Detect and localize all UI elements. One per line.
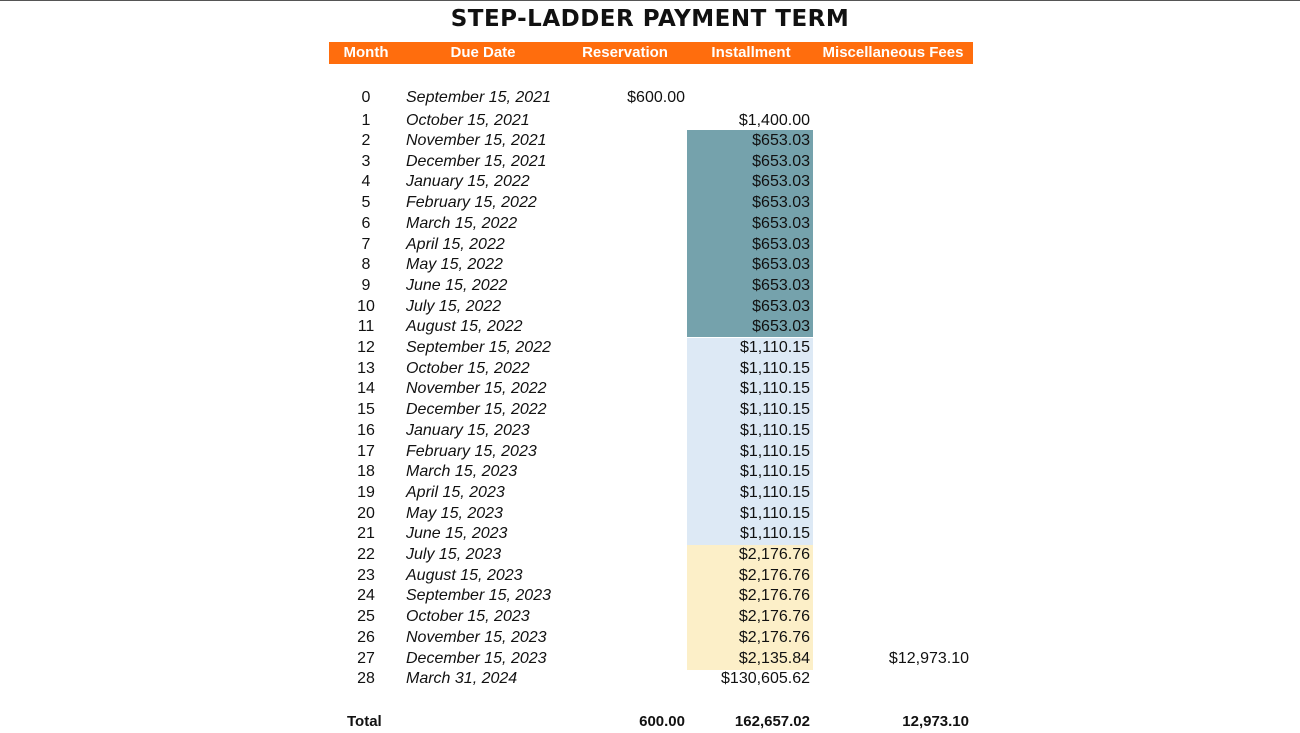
cell-installment: $130,605.62 [721, 670, 810, 687]
cell-misc-fees [829, 462, 969, 482]
table-row [329, 379, 973, 399]
table-row [329, 317, 973, 337]
table-row [329, 359, 973, 379]
cell-due-date: August 15, 2023 [406, 567, 523, 584]
table-header [329, 42, 973, 64]
cell-reservation [589, 504, 685, 524]
table-row [329, 442, 973, 462]
cell-due-date: May 15, 2022 [406, 256, 503, 273]
header-month: Month [343, 44, 389, 61]
cell-due-date: December 15, 2023 [406, 650, 547, 667]
cell-installment: $653.03 [752, 215, 810, 232]
cell-reservation [589, 131, 685, 151]
cell-due-date: June 15, 2022 [406, 277, 508, 294]
cell-month: 2 [361, 132, 371, 149]
cell-reservation [589, 172, 685, 192]
cell-due-date: May 15, 2023 [406, 505, 503, 522]
cell-month: 19 [357, 484, 375, 501]
cell-month: 28 [357, 670, 375, 687]
table-row [329, 504, 973, 524]
cell-reservation [589, 193, 685, 213]
cell-month: 16 [357, 422, 375, 439]
cell-month: 3 [361, 153, 371, 170]
cell-due-date: September 15, 2023 [406, 587, 551, 604]
cell-reservation [589, 607, 685, 627]
table-row [329, 628, 973, 648]
cell-due-date: February 15, 2022 [406, 194, 537, 211]
cell-installment: $1,110.15 [740, 505, 810, 522]
cell-reservation [589, 628, 685, 648]
cell-month: 23 [357, 567, 375, 584]
table-row [329, 400, 973, 420]
cell-installment: $2,176.76 [738, 608, 810, 625]
cell-misc-fees [829, 421, 969, 441]
cell-misc-fees [829, 442, 969, 462]
total-reservation: 600.00 [639, 713, 685, 730]
cell-installment: $2,135.84 [738, 650, 810, 667]
cell-reservation [589, 338, 685, 358]
cell-month: 17 [357, 443, 375, 460]
cell-misc-fees [829, 586, 969, 606]
table-row [329, 276, 973, 296]
cell-month: 14 [357, 380, 375, 397]
table-row [329, 111, 973, 131]
cell-installment: $653.03 [752, 132, 810, 149]
table-row [329, 649, 973, 669]
cell-misc-fees [829, 338, 969, 358]
cell-misc-fees [829, 297, 969, 317]
cell-misc-fees [829, 566, 969, 586]
cell-month: 24 [357, 587, 375, 604]
cell-month: 13 [357, 360, 375, 377]
total-label: Total [347, 713, 382, 730]
cell-installment: $1,110.15 [740, 422, 810, 439]
cell-reservation [589, 545, 685, 565]
cell-month: 0 [361, 89, 371, 106]
cell-due-date: February 15, 2023 [406, 443, 537, 460]
cell-reservation [589, 586, 685, 606]
cell-month: 8 [361, 256, 371, 273]
cell-month: 6 [361, 215, 371, 232]
cell-misc-fees [829, 483, 969, 503]
total-row [329, 712, 973, 732]
cell-installment: $653.03 [752, 318, 810, 335]
header-installment: Installment [711, 44, 791, 61]
cell-installment: $653.03 [752, 298, 810, 315]
cell-reservation [589, 442, 685, 462]
cell-misc-fees [829, 172, 969, 192]
cell-due-date: March 31, 2024 [406, 670, 518, 687]
cell-due-date: March 15, 2022 [406, 215, 518, 232]
header-misc-fees: Miscellaneous Fees [822, 44, 964, 61]
table-row [329, 586, 973, 606]
cell-installment: $2,176.76 [738, 546, 810, 563]
table-row [329, 193, 973, 213]
cell-reservation [589, 421, 685, 441]
cell-misc-fees [829, 379, 969, 399]
cell-due-date: June 15, 2023 [406, 525, 508, 542]
cell-due-date: October 15, 2022 [406, 360, 530, 377]
cell-reservation [589, 317, 685, 337]
cell-misc-fees [829, 317, 969, 337]
cell-installment: $1,110.15 [740, 443, 810, 460]
top-border-line [0, 0, 1300, 1]
cell-due-date: November 15, 2021 [406, 132, 547, 149]
cell-installment: $1,110.15 [740, 360, 810, 377]
cell-due-date: January 15, 2023 [406, 422, 530, 439]
cell-month: 4 [361, 173, 371, 190]
cell-month: 18 [357, 463, 375, 480]
total-misc-fees: 12,973.10 [902, 713, 969, 730]
cell-installment: $653.03 [752, 256, 810, 273]
cell-installment: $653.03 [752, 277, 810, 294]
table-row [329, 214, 973, 234]
cell-installment: $653.03 [752, 236, 810, 253]
table-row [329, 524, 973, 544]
cell-misc-fees [829, 131, 969, 151]
cell-reservation: $600.00 [627, 89, 685, 106]
cell-month: 15 [357, 401, 375, 418]
cell-reservation [589, 524, 685, 544]
cell-due-date: December 15, 2021 [406, 153, 547, 170]
cell-month: 5 [361, 194, 371, 211]
cell-misc-fees [829, 504, 969, 524]
cell-installment: $2,176.76 [738, 587, 810, 604]
table-row [329, 297, 973, 317]
cell-due-date: September 15, 2022 [406, 339, 551, 356]
cell-installment: $653.03 [752, 153, 810, 170]
table-row [329, 545, 973, 565]
cell-month: 20 [357, 505, 375, 522]
cell-reservation [589, 152, 685, 172]
cell-month: 25 [357, 608, 375, 625]
cell-month: 1 [361, 112, 371, 129]
cell-reservation [589, 649, 685, 669]
table-row [329, 255, 973, 275]
cell-misc-fees [829, 214, 969, 234]
header-due-date: Due Date [450, 44, 516, 61]
table-row [329, 607, 973, 627]
cell-month: 27 [357, 650, 375, 667]
cell-reservation [589, 235, 685, 255]
cell-month: 26 [357, 629, 375, 646]
cell-misc-fees [829, 88, 969, 108]
cell-reservation [589, 400, 685, 420]
cell-misc-fees [829, 276, 969, 296]
cell-due-date: October 15, 2021 [406, 112, 530, 129]
cell-due-date: November 15, 2023 [406, 629, 547, 646]
cell-misc-fees [829, 359, 969, 379]
cell-month: 9 [361, 277, 371, 294]
table-row [329, 483, 973, 503]
cell-due-date: April 15, 2022 [406, 236, 505, 253]
cell-month: 10 [357, 298, 375, 315]
cell-due-date: July 15, 2023 [406, 546, 502, 563]
cell-misc-fees [829, 111, 969, 131]
cell-installment: $1,110.15 [740, 339, 810, 356]
cell-month: 12 [357, 339, 375, 356]
cell-due-date: March 15, 2023 [406, 463, 518, 480]
cell-installment: $1,400.00 [738, 112, 810, 129]
cell-reservation [589, 276, 685, 296]
cell-misc-fees [829, 235, 969, 255]
cell-reservation [589, 379, 685, 399]
cell-misc-fees [829, 669, 969, 689]
cell-misc-fees [829, 628, 969, 648]
cell-reservation [589, 111, 685, 131]
cell-due-date: September 15, 2021 [406, 89, 551, 106]
cell-reservation [589, 566, 685, 586]
cell-installment [689, 88, 810, 108]
cell-installment: $653.03 [752, 194, 810, 211]
cell-due-date: December 15, 2022 [406, 401, 547, 418]
cell-reservation [589, 255, 685, 275]
table-row [329, 566, 973, 586]
cell-due-date: July 15, 2022 [406, 298, 502, 315]
table-row [329, 235, 973, 255]
total-installment: 162,657.02 [734, 713, 810, 730]
cell-month: 21 [357, 525, 375, 542]
cell-reservation [589, 462, 685, 482]
cell-reservation [589, 359, 685, 379]
cell-due-date: January 15, 2022 [406, 173, 530, 190]
cell-month: 7 [361, 236, 371, 253]
table-row [329, 338, 973, 358]
cell-reservation [589, 483, 685, 503]
cell-misc-fees: $12,973.10 [888, 650, 969, 667]
cell-installment: $1,110.15 [740, 380, 810, 397]
page-title: STEP-LADDER PAYMENT TERM [450, 6, 850, 32]
cell-misc-fees [829, 193, 969, 213]
table-row [329, 152, 973, 172]
header-reservation: Reservation [582, 44, 668, 61]
cell-installment: $653.03 [752, 173, 810, 190]
cell-installment: $2,176.76 [738, 629, 810, 646]
cell-month: 11 [357, 318, 375, 335]
table-row [329, 421, 973, 441]
cell-installment: $1,110.15 [740, 484, 810, 501]
table-row [329, 172, 973, 192]
table-row [329, 131, 973, 151]
cell-due-date: November 15, 2022 [406, 380, 547, 397]
cell-installment: $1,110.15 [740, 463, 810, 480]
table-row [329, 88, 973, 108]
cell-due-date: October 15, 2023 [406, 608, 530, 625]
cell-misc-fees [829, 607, 969, 627]
cell-reservation [589, 669, 685, 689]
table-row [329, 462, 973, 482]
cell-installment: $2,176.76 [738, 567, 810, 584]
cell-misc-fees [829, 255, 969, 275]
cell-due-date: August 15, 2022 [406, 318, 523, 335]
cell-misc-fees [829, 524, 969, 544]
cell-reservation [589, 214, 685, 234]
cell-installment: $1,110.15 [740, 401, 810, 418]
cell-reservation [589, 297, 685, 317]
cell-misc-fees [829, 400, 969, 420]
cell-misc-fees [829, 545, 969, 565]
cell-misc-fees [829, 152, 969, 172]
cell-installment: $1,110.15 [740, 525, 810, 542]
table-row [329, 669, 973, 689]
cell-month: 22 [357, 546, 375, 563]
cell-due-date: April 15, 2023 [406, 484, 505, 501]
